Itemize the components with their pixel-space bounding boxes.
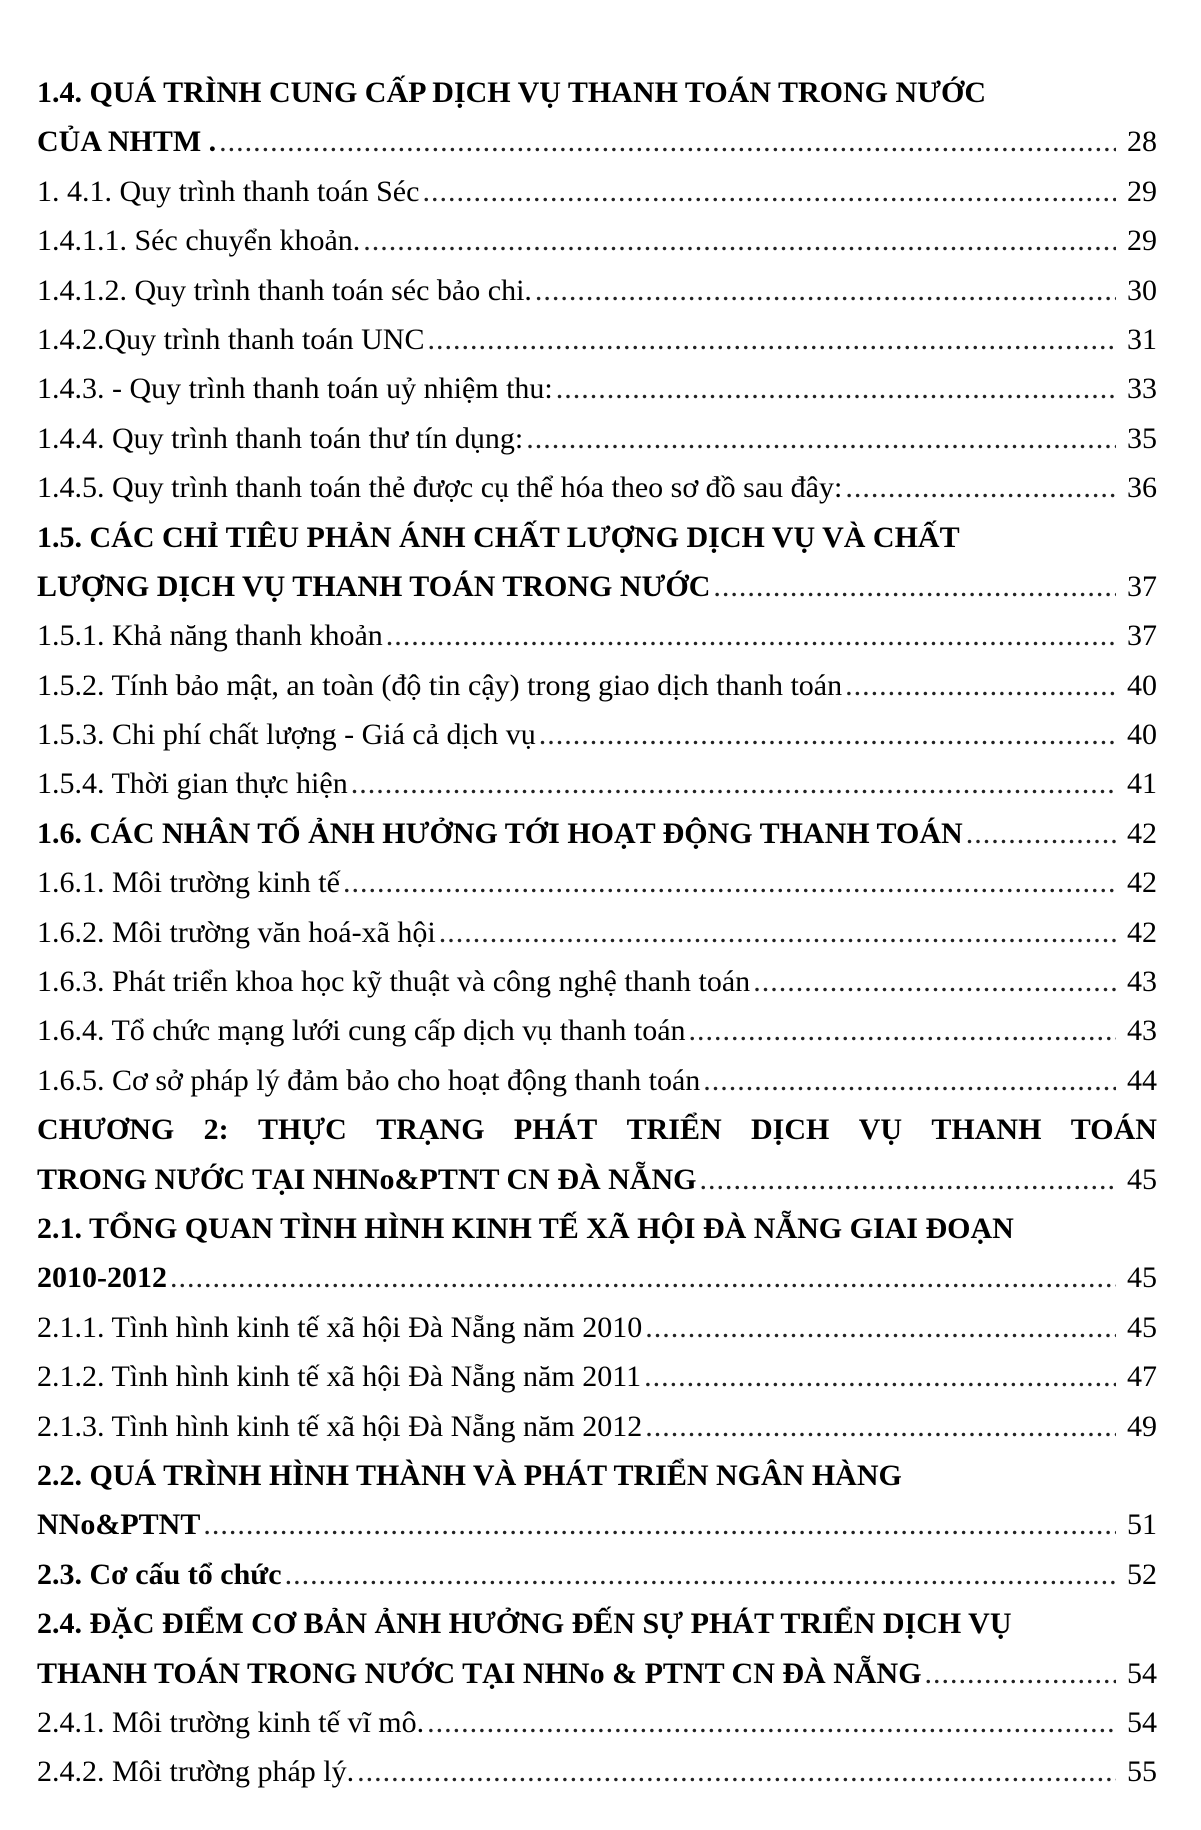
toc-page-number: 36	[1127, 471, 1157, 505]
toc-chapter-word: 2:	[203, 1113, 229, 1147]
toc-entry-title: LƯỢNG DỊCH VỤ THANH TOÁN TRONG NƯỚC	[37, 569, 711, 603]
toc-chapter-word: CHƯƠNG	[37, 1113, 175, 1147]
toc-entry	[37, 1747, 1157, 1796]
toc-entry	[37, 117, 1157, 166]
toc-chapter-word: VỤ	[858, 1113, 903, 1147]
dot-leader	[357, 1747, 1116, 1796]
toc-page-number: 37	[1127, 619, 1157, 653]
dot-leader	[170, 1253, 1116, 1302]
dot-leader	[219, 117, 1116, 166]
toc-entry-title: 1.5.1. Khả năng thanh khoản	[37, 619, 383, 653]
toc-page-number: 37	[1127, 569, 1157, 603]
toc-entry-title: THANH TOÁN TRONG NƯỚC TẠI NHNo & PTNT CN ĐÀ NẴNG	[37, 1656, 922, 1690]
toc-entry	[37, 1253, 1157, 1302]
toc-entry-title: 1.6.2. Môi trường văn hoá-xã hội	[37, 915, 436, 949]
toc-entry	[37, 710, 1157, 759]
toc-page-number: 52	[1127, 1557, 1157, 1591]
dot-leader	[845, 661, 1116, 710]
toc-entry-title: 1.6.4. Tổ chức mạng lưới cung cấp dịch vụ thanh toán	[37, 1014, 686, 1048]
toc-heading-text: 1.4. QUÁ TRÌNH CUNG CẤP DỊCH VỤ THANH TOÁN TRONG NƯỚC	[37, 76, 986, 109]
toc-entry-title: 1.6.1. Môi trường kinh tế	[37, 866, 340, 900]
toc-page-number: 49	[1127, 1409, 1157, 1443]
toc-entry-title: 1.4.3. - Quy trình thanh toán uỷ nhiệm thu:	[37, 372, 553, 406]
toc-entry-title: TRONG NƯỚC TẠI NHNo&PTNT CN ĐÀ NẴNG	[37, 1162, 697, 1196]
toc-entry	[37, 364, 1157, 413]
toc-entry	[37, 463, 1157, 512]
toc-page-number: 44	[1127, 1063, 1157, 1097]
toc-page-number: 45	[1127, 1261, 1157, 1295]
toc-entry	[37, 1303, 1157, 1352]
dot-leader	[556, 364, 1116, 413]
toc-entry-title: 1.6. CÁC NHÂN TỐ ẢNH HƯỞNG TỚI HOẠT ĐỘNG THANH TOÁN	[37, 816, 963, 850]
toc-chapter-word: PHÁT	[513, 1113, 598, 1147]
toc-entry	[37, 216, 1157, 265]
toc-heading-text: 2.1. TỔNG QUAN TÌNH HÌNH KINH TẾ XÃ HỘI ĐÀ NẴNG GIAI ĐOẠN	[37, 1211, 1014, 1245]
toc-entry	[37, 1056, 1157, 1105]
dot-leader	[427, 1698, 1116, 1747]
dot-leader	[439, 908, 1116, 957]
dot-leader	[703, 1056, 1116, 1105]
toc-entry	[37, 759, 1157, 808]
toc-chapter-word: THANH	[931, 1113, 1042, 1147]
toc-page-number: 55	[1127, 1755, 1157, 1789]
dot-leader	[526, 414, 1116, 463]
dot-leader	[343, 858, 1116, 907]
toc-entry-title: 2.1.2. Tình hình kinh tế xã hội Đà Nẵng năm 2011	[37, 1360, 642, 1394]
toc-entry	[37, 562, 1157, 611]
dot-leader	[427, 315, 1116, 364]
dot-leader	[645, 1303, 1116, 1352]
dot-leader	[203, 1500, 1116, 1549]
toc-heading-line	[37, 513, 1157, 562]
toc-page-number: 40	[1127, 718, 1157, 752]
toc-entry-title: 2.4.2. Môi trường pháp lý.	[37, 1755, 355, 1789]
toc-page-number: 42	[1127, 816, 1157, 850]
toc-entry	[37, 858, 1157, 907]
toc-heading-text: 2.4. ĐẶC ĐIỂM CƠ BẢN ẢNH HƯỞNG ĐẾN SỰ PHÁT TRIỂN DỊCH VỤ	[37, 1607, 1012, 1641]
toc-entry	[37, 414, 1157, 463]
toc-page-number: 54	[1127, 1705, 1157, 1739]
toc-chapter-word: TRẠNG	[376, 1113, 485, 1147]
toc-page-number: 43	[1127, 965, 1157, 999]
toc-entry	[37, 957, 1157, 1006]
dot-leader	[535, 266, 1116, 315]
toc-entry-title: 1.4.1.1. Séc chuyển khoản.	[37, 224, 361, 258]
dot-leader	[645, 1402, 1116, 1451]
dot-leader	[925, 1649, 1116, 1698]
dot-leader	[386, 611, 1116, 660]
toc-entry-title: 2010-2012	[37, 1261, 167, 1295]
toc-entry	[37, 908, 1157, 957]
toc-page-number: 54	[1127, 1656, 1157, 1690]
toc-entry-title: 1. 4.1. Quy trình thanh toán Séc	[37, 174, 420, 208]
toc-heading-text: 2.2. QUÁ TRÌNH HÌNH THÀNH VÀ PHÁT TRIỂN NGÂN HÀNG	[37, 1458, 902, 1492]
dot-leader	[351, 759, 1116, 808]
toc-page-number: 29	[1127, 174, 1157, 208]
toc-entry-title: 1.6.3. Phát triển khoa học kỹ thuật và công nghệ thanh toán	[37, 965, 751, 999]
toc-entry-title: 1.4.2.Quy trình thanh toán UNC	[37, 322, 425, 356]
dot-leader	[422, 167, 1116, 216]
toc-entry-title: 2.1.1. Tình hình kinh tế xã hội Đà Nẵng năm 2010	[37, 1310, 643, 1344]
toc-page-number: 45	[1127, 1310, 1157, 1344]
toc-page-number: 42	[1127, 915, 1157, 949]
toc-page-number: 51	[1127, 1508, 1157, 1542]
toc-page-number: 41	[1127, 767, 1157, 801]
toc-entry	[37, 1550, 1157, 1599]
toc-entry	[37, 1006, 1157, 1055]
dot-leader	[363, 216, 1116, 265]
toc-entry	[37, 1500, 1157, 1549]
toc-page-number: 28	[1127, 125, 1157, 159]
dot-leader	[845, 463, 1116, 512]
dot-leader	[713, 562, 1116, 611]
toc-entry	[37, 167, 1157, 216]
toc-entry	[37, 1698, 1157, 1747]
toc-chapter-word: DỊCH	[750, 1113, 830, 1147]
toc-entry	[37, 809, 1157, 858]
toc-entry	[37, 1352, 1157, 1401]
toc-page-number: 40	[1127, 668, 1157, 702]
toc-entry-title: 1.4.1.2. Quy trình thanh toán séc bảo chi.	[37, 273, 532, 307]
toc-entry-title: 1.4.4. Quy trình thanh toán thư tín dụng:	[37, 421, 524, 455]
dot-leader	[966, 809, 1116, 858]
toc-chapter-line	[37, 1105, 1157, 1154]
dot-leader	[699, 1155, 1116, 1204]
toc-entry	[37, 611, 1157, 660]
dot-leader	[689, 1006, 1116, 1055]
toc-entry-title: 1.5.3. Chi phí chất lượng - Giá cả dịch vụ	[37, 718, 536, 752]
toc-chapter-word: TOÁN	[1070, 1113, 1157, 1147]
dot-leader	[285, 1550, 1116, 1599]
toc-entry	[37, 1155, 1157, 1204]
toc-page-number: 29	[1127, 224, 1157, 258]
toc-page-number: 31	[1127, 322, 1157, 356]
toc-page-number: 30	[1127, 273, 1157, 307]
toc-chapter-word: TRIỂN	[626, 1113, 722, 1147]
toc-chapter-word: THỰC	[257, 1113, 347, 1147]
toc-entry-title: 1.5.4. Thời gian thực hiện	[37, 767, 348, 801]
toc-entry	[37, 315, 1157, 364]
toc-entry-title: NNo&PTNT	[37, 1508, 201, 1542]
toc-page-number: 33	[1127, 372, 1157, 406]
toc-entry-title: 1.5.2. Tính bảo mật, an toàn (độ tin cậy) trong giao dịch thanh toán	[37, 668, 843, 702]
toc-heading-line	[37, 68, 1157, 117]
toc-heading-text: 1.5. CÁC CHỈ TIÊU PHẢN ÁNH CHẤT LƯỢNG DỊCH VỤ VÀ CHẤT	[37, 520, 960, 554]
toc-entry-title: CỦA NHTM .	[37, 125, 217, 159]
toc-entry-title: 2.1.3. Tình hình kinh tế xã hội Đà Nẵng năm 2012	[37, 1409, 643, 1443]
toc-page-number: 45	[1127, 1162, 1157, 1196]
toc-entry	[37, 661, 1157, 710]
dot-leader	[539, 710, 1116, 759]
toc-entry-title: 2.4.1. Môi trường kinh tế vĩ mô.	[37, 1705, 425, 1739]
toc-heading-line	[37, 1599, 1157, 1648]
dot-leader	[644, 1352, 1116, 1401]
toc-entry-title: 1.6.5. Cơ sở pháp lý đảm bảo cho hoạt động thanh toán	[37, 1063, 701, 1097]
toc-heading-line	[37, 1451, 1157, 1500]
toc-entry	[37, 1649, 1157, 1698]
dot-leader	[753, 957, 1116, 1006]
toc-page-number: 42	[1127, 866, 1157, 900]
toc-page-number: 47	[1127, 1360, 1157, 1394]
toc-entry-title: 2.3. Cơ cấu tổ chức	[37, 1557, 282, 1591]
toc-entry	[37, 1402, 1157, 1451]
toc-page-number: 43	[1127, 1014, 1157, 1048]
toc-heading-line	[37, 1204, 1157, 1253]
toc-entry	[37, 266, 1157, 315]
toc-page-number: 35	[1127, 421, 1157, 455]
table-of-contents	[37, 68, 1157, 1797]
toc-entry-title: 1.4.5. Quy trình thanh toán thẻ được cụ thể hóa theo sơ đồ sau đây:	[37, 471, 843, 505]
